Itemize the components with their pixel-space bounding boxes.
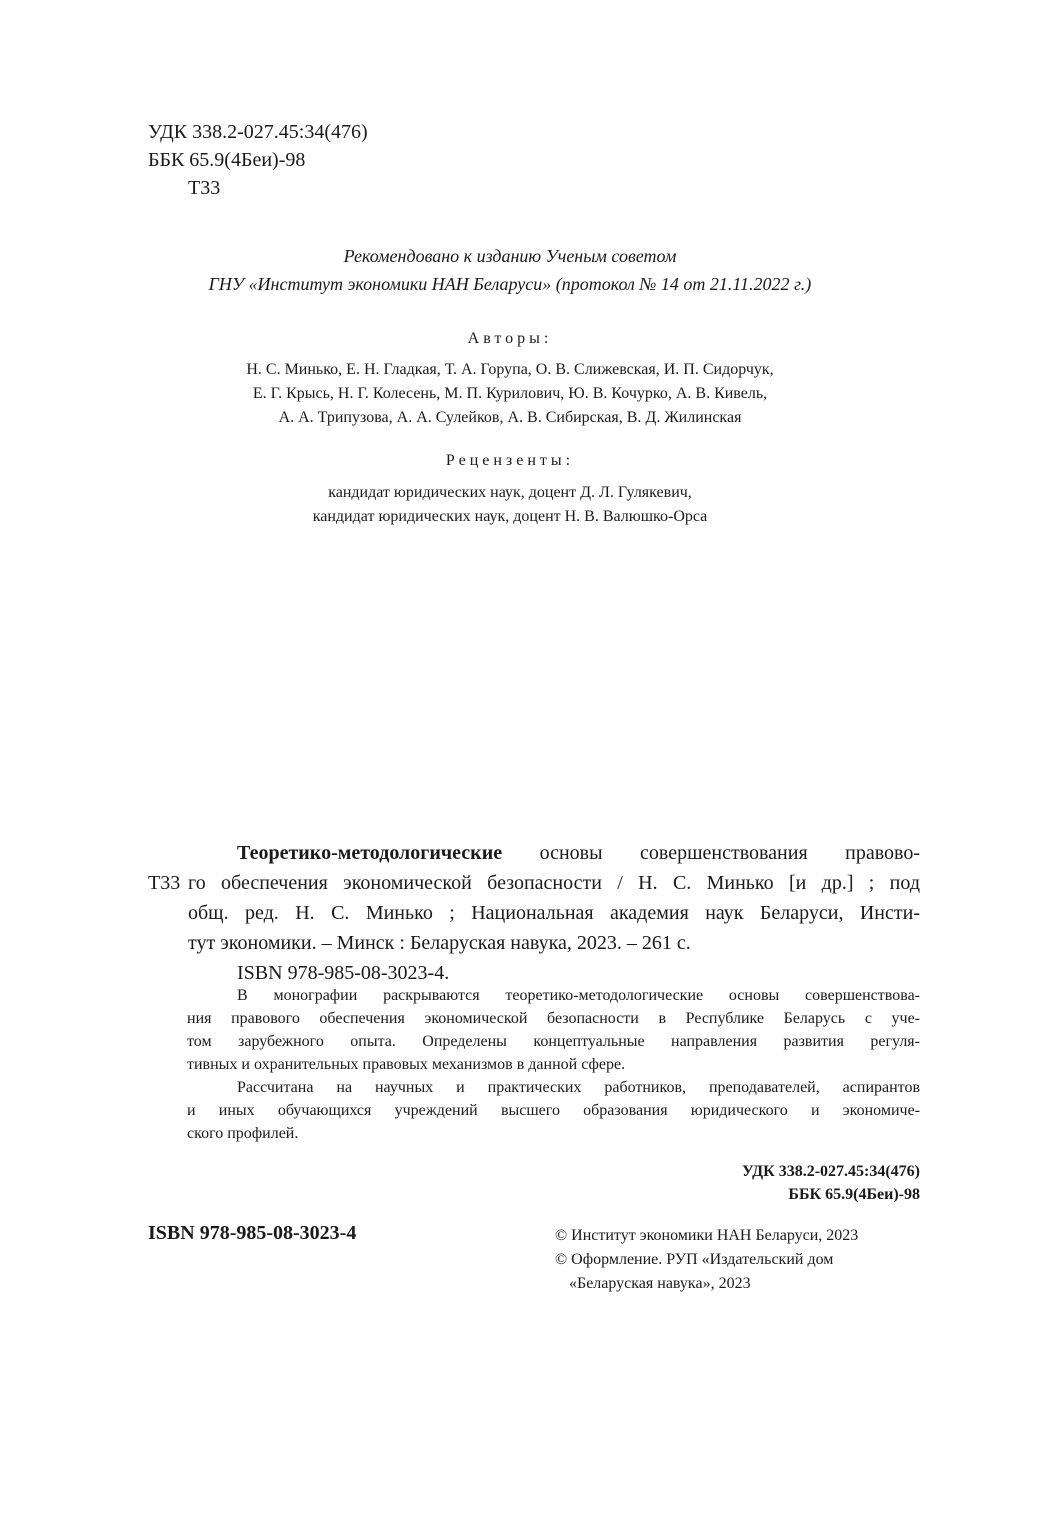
author-mark-marker: Т33 — [148, 872, 181, 894]
recommendation-line: Рекомендовано к изданию Ученым советом — [343, 246, 677, 266]
authors-list — [0, 358, 1020, 430]
footer-classification — [742, 1160, 920, 1206]
abstract-line: и иных обучающихся учреждений высшего образования юридического и экономиче- — [187, 1102, 920, 1119]
footer-bbk: ББК 65.9(4Беи)-98 — [788, 1186, 920, 1203]
isbn-main: ISBN 978-985-08-3023-4 — [148, 1222, 357, 1244]
biblio-line: тут экономики. – Минск : Беларуская навука, 2023. – 261 с. — [188, 932, 691, 954]
book-title: Теоретико-методологические — [237, 842, 503, 864]
abstract-line: В монографии раскрываются теоретико-методологические основы совершенствова- — [237, 987, 920, 1004]
bibliographic-continuation — [188, 868, 920, 988]
footer-udk: УДК 338.2-027.45:34(476) — [741, 1163, 920, 1180]
bibliographic-record — [148, 838, 920, 988]
copyright-line: «Беларуская навука», 2023 — [569, 1275, 751, 1292]
biblio-line: Теоретико-методологические основы совершенствования правово- — [237, 842, 920, 864]
authors-line: Н. С. Минько, Е. Н. Гладкая, Т. А. Горупа, О. В. Слижевская, И. П. Сидорчук, — [246, 361, 774, 378]
abstract-line: тивных и охранительных правовых механизмов в данной сфере. — [187, 1056, 626, 1073]
authors-line: Е. Г. Крысь, Н. Г. Колесень, М. П. Курилович, Ю. В. Кочурко, А. В. Кивель, — [252, 385, 768, 402]
biblio-line: го обеспечения экономической безопасности / Н. С. Минько [и др.] ; под — [188, 872, 920, 894]
abstract — [187, 984, 920, 1145]
abstract-line: Рассчитана на научных и практических работников, преподавателей, аспирантов — [237, 1079, 920, 1096]
reviewers-list — [0, 481, 1020, 529]
copyright-line: © Институт экономики НАН Беларуси, 2023 — [555, 1227, 859, 1244]
copyright-block — [555, 1224, 925, 1296]
bbk-code: ББК 65.9(4Беи)-98 — [148, 149, 306, 171]
author-mark: Т33 — [188, 177, 221, 199]
reviewer-line: кандидат юридических наук, доцент Д. Л. Гулякевич, — [328, 484, 692, 501]
reviewer-line: кандидат юридических наук, доцент Н. В. Валюшко-Орса — [312, 508, 708, 525]
recommendation-note — [0, 242, 1020, 298]
biblio-line: общ. ред. Н. С. Минько ; Национальная академия наук Беларуси, Инсти- — [188, 902, 920, 924]
authors-heading: Авторы: — [467, 330, 553, 347]
authors-line: А. А. Трипузова, А. А. Сулейков, А. В. Сибирская, В. Д. Жилинская — [278, 409, 742, 426]
recommendation-line: ГНУ «Институт экономики НАН Беларуси» (протокол № 14 от 21.11.2022 г.) — [208, 274, 812, 294]
reviewers-heading: Рецензенты: — [445, 452, 575, 469]
abstract-line: ния правового обеспечения экономической безопасности в Республике Беларусь с уче- — [187, 1010, 920, 1027]
bibliographic-body — [237, 838, 920, 868]
abstract-line: том зарубежного опыта. Определены концептуальные направления развития регуля- — [187, 1033, 920, 1050]
isbn-record: ISBN 978-985-08-3023-4. — [237, 962, 450, 984]
classification-header — [148, 118, 368, 202]
copyright-line: © Оформление. РУП «Издательский дом — [555, 1251, 834, 1268]
udk-code: УДК 338.2-027.45:34(476) — [148, 121, 368, 143]
abstract-line: ского профилей. — [187, 1125, 299, 1142]
